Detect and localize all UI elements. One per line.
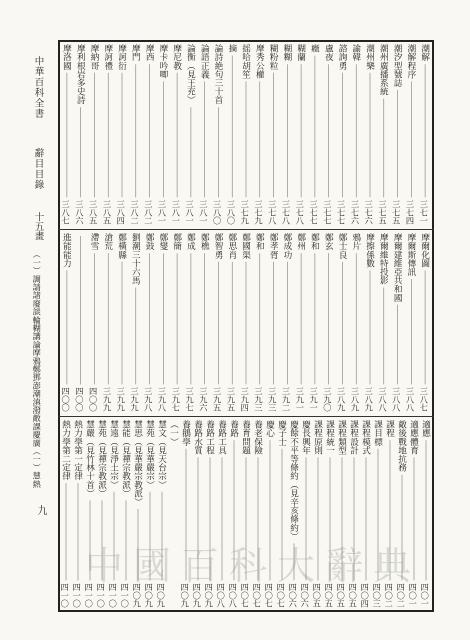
entry-page: 三九七 [185,387,196,412]
entry-title: 盧夜 [323,44,334,62]
entry-column [103,233,113,412]
entry-column [241,233,251,412]
entry-title: 課目標 [372,420,383,446]
entry-title: 鄭思肖 [226,233,237,259]
entry-page: 三九四 [240,387,251,412]
entry-title: 摩訶禮 [102,44,113,70]
entry-title: 摩訶衍 [116,44,127,70]
entry-title: 鄭鼓 [144,233,155,251]
entry-column [172,233,182,412]
entry-page: 四〇六 [300,583,311,608]
entry-page: 三八九 [350,387,361,412]
entry-page: 三七七 [336,200,347,225]
entry-title: 摩秀公權 [254,44,265,79]
entry-title: 劉潮三十六馬 [130,233,141,285]
entry-page: 三九三 [253,387,264,412]
entry-page: 三八二 [129,200,140,225]
entry-page: 四〇九 [180,583,191,608]
entry-column [324,233,334,412]
entry-title: 養老保險 [252,420,263,455]
entry-page: 四〇四 [360,583,371,608]
entry-column [227,44,237,225]
entry-page: 三八一 [198,200,209,225]
entry-title: 鄭國渠 [240,233,251,259]
entry-page: 三八六 [74,200,85,225]
entry-page: 四〇八 [228,583,239,608]
entry-page: 四〇九 [156,583,167,608]
entry-title: 糊粉粒 [268,44,279,70]
entry-column [282,233,292,412]
page-number: 九 [35,505,46,515]
entry-page: 四〇二 [396,583,407,608]
entry-title: 潮州樂 [364,44,375,70]
entry-title: 鄭士良 [337,233,348,259]
entry-column [131,44,141,225]
entry-column [227,233,237,412]
entry-column [379,44,389,225]
entry-column [145,44,155,225]
entry-page: 四一〇 [60,583,71,608]
entry-column [89,44,99,225]
entry-title: 進能能力 [61,233,72,268]
entry-title: 鄭孝胥 [268,233,279,259]
entry-title: 養路水質 [192,420,203,455]
entry-title: 鄭成 [185,233,196,251]
entry-column [76,44,86,225]
entry-title: 課程模式 [360,420,371,455]
entry-column [131,233,141,412]
entry-column [337,233,347,412]
entry-page: 三九〇 [322,387,333,412]
entry-title: 課程統一 [324,420,335,455]
entry-title: 潮汐型號誌 [392,44,403,87]
entry-page: 三九五 [212,387,223,412]
entry-column [255,233,265,412]
entry-column [406,44,416,225]
entry-page: 四〇七 [252,583,263,608]
entry-title: 慶長興年 [300,420,311,455]
entry-title: 慧能（見禪宗教派） [120,420,131,498]
entry-page: 三九七 [171,387,182,412]
entry-title: 摇哈胡笙 [240,44,251,79]
entry-column [103,44,113,225]
entry-page: 三七六 [364,200,375,225]
strokes-label: 十五畫 [32,212,44,241]
entry-column [379,233,389,412]
entry-title: 潮解程序 [405,44,416,79]
entry-page: 四〇八 [216,583,227,608]
entry-page: 三七五 [377,200,388,225]
entry-page: 三七七 [322,200,333,225]
entry-page: 三七七 [309,200,320,225]
entry-page: 四一〇 [96,583,107,608]
range-label: （一）調請諸廢談輪糊講論摩鴉鄭鄧澎潮滇潑敵課慶廣（一）慧熱 [32,250,43,488]
entry-title: 潮州廣播系統 [378,44,389,96]
entry-title: 慶餘不平等條約（見辛亥條約） [288,420,299,541]
entry-page: 三七八 [281,200,292,225]
entry-title: 論詩絶句三十首 [213,44,224,105]
entry-page: 三八一 [185,200,196,225]
entry-page: 四〇九 [144,583,155,608]
entry-page: 三八八 [377,387,388,412]
entry-column [117,233,127,412]
entry-title: 慧嚴（見竹林十首） [84,420,95,498]
entry-title: 摩擦係數 [364,233,375,268]
entry-page: 四〇九 [192,583,203,608]
entry-page: 四〇六 [288,583,299,608]
entry-title: 敵後戰地抗務 [396,420,407,472]
entry-title: 摩門 [130,44,141,62]
entry-column [255,44,265,225]
entry-column [186,233,196,412]
entry-column [269,233,279,412]
entry-column [269,44,279,225]
entry-title: 鄭橫縣 [116,233,127,259]
entry-page: 四〇〇 [74,387,85,412]
entry-title: 鄭州 [295,233,306,251]
entry-title: 慶子士 [276,420,287,446]
entry-page: 三七六 [350,200,361,225]
entry-title: 熱力學第一定律 [72,420,83,481]
entry-title: 摩爾斯傳訊 [405,233,416,276]
entry-page: 四一〇 [108,583,119,608]
entry-column [158,44,168,225]
entry-column [296,44,306,225]
entry-column [421,420,431,608]
entry-page: 三七八 [295,200,306,225]
entry-title: （一） [168,420,179,446]
entry-page: 四〇七 [276,583,287,608]
entry-page: 三八七 [61,200,72,225]
entry-title: 鄭燮 [157,233,168,251]
entry-title: 滄荒 [102,233,113,251]
entry-page: 四〇〇 [88,387,99,412]
entry-page: 三七八 [267,200,278,225]
entry-title: 鄭玄 [323,233,334,251]
entry-page: 四〇五 [348,583,359,608]
entry-page: 四〇九 [132,583,143,608]
entry-title: 鄭成功 [281,233,292,259]
entry-page: 三九三 [267,387,278,412]
entry-page: 三八一 [171,200,182,225]
entry-title: 養路 [228,420,239,438]
entry-page: 三九九 [102,387,113,412]
entry-column [365,233,375,412]
entry-page: 三八二 [143,200,154,225]
entry-page: 三八七 [419,387,430,412]
entry-title: 慧遠（見淨土宗） [108,420,119,489]
entry-title: 熱力學第二定律 [60,420,71,481]
entry-title: 養育問題 [240,420,251,455]
entry-page: 三八五 [102,200,113,225]
entry-title: 慶心 [264,420,275,438]
entry-page: 三九九 [116,387,127,412]
entry-page: 三七四 [405,200,416,225]
entry-page: 三九九 [129,387,140,412]
entry-page: 四〇一 [408,583,419,608]
entry-title: 摩納哥 [89,44,100,70]
entry-column [213,233,223,412]
entry-title: 摩利根岩多史詩 [75,44,86,105]
entry-title: 糊糊 [281,44,292,62]
entry-title: 鄭樵 [199,233,210,251]
entry-title: 適應體育 [408,420,419,455]
entry-title: 論語正義 [199,44,210,79]
entry-page: 三八八 [405,387,416,412]
entry-page: 三九六 [198,387,209,412]
entry-column [310,233,320,412]
entry-page: 三七一 [419,200,430,225]
entry-page: 四〇五 [336,583,347,608]
entry-page: 三九八 [143,387,154,412]
entry-title: 養路工程 [204,420,215,455]
entry-column [420,233,430,412]
entry-page: 三八〇 [212,200,223,225]
watermark: 中國百科大辭典 [85,544,422,588]
entry-column [351,233,361,412]
entry-column [337,44,347,225]
entry-page: 四〇三 [372,583,383,608]
entry-column [213,44,223,225]
entry-column [62,233,72,412]
publisher-label: 中華百科全書 [32,56,44,119]
entry-title: 慧苑（見華嚴宗） [144,420,155,489]
entry-title: 養鵝學 [180,420,191,446]
entry-title: 鄭智勇 [213,233,224,259]
entry-column [200,44,210,225]
entry-column [158,233,168,412]
entry-title: 諭韓 [350,44,361,62]
entry-title: 慧思（見華嚴宗教派） [132,420,143,506]
entry-column [351,44,361,225]
entry-title: 摩尼教 [171,44,182,70]
entry-title: 鄭和 [254,233,265,251]
entry-page: 四〇五 [312,583,323,608]
entry-page: 三七五 [391,200,402,225]
entry-title: 論衡（見王充） [185,44,196,105]
entry-column [393,44,403,225]
entry-page: 三九二 [281,387,292,412]
entry-title: 適應 [420,420,431,438]
entry-title: 滯雪 [89,233,100,251]
entry-title: 摩爾維特投影 [378,233,389,285]
entry-page: 三八一 [157,200,168,225]
entry-page: 三七九 [253,200,264,225]
entry-title: 鄭簡 [171,233,182,251]
entry-column [117,44,127,225]
entry-page: 四一〇 [72,583,83,608]
entry-page: 三八四 [116,200,127,225]
entry-title: 摩西 [144,44,155,62]
entry-column [76,233,86,412]
entry-page: 四〇七 [264,583,275,608]
section-label: 辭目目錄 [32,148,44,190]
entry-column [73,420,83,608]
entry-title: 摩卡吟唧 [157,44,168,79]
entry-page: 四〇二 [384,583,395,608]
entry-column [282,44,292,225]
entry-page: 四〇七 [240,583,251,608]
entry-title: 摘 [226,44,237,53]
entry-page: 三七九 [240,200,251,225]
entry-page: 三九一 [309,387,320,412]
entry-column [172,44,182,225]
entry-page: 三九八 [157,387,168,412]
entry-title: 鄭和 [309,233,320,251]
entry-title: 鴉片 [350,233,361,251]
entry-page: 三八八 [391,387,402,412]
entry-title: 養路工具 [216,420,227,455]
entry-page: 四〇一 [420,583,431,608]
entry-page: 四〇五 [324,583,335,608]
entry-column [62,44,72,225]
entry-page: 三九五 [226,387,237,412]
entry-title: 諮詢勇 [337,44,348,70]
entry-title: 潮解 [419,44,430,62]
entry-page: 三九一 [295,387,306,412]
entry-page: 四一〇 [84,583,95,608]
entry-page: 三八九 [364,387,375,412]
entry-column [200,233,210,412]
entry-title: 慧苑（見禪宗教派） [96,420,107,498]
entry-column [393,233,403,412]
entry-title: 癥 [309,44,320,53]
entry-page: 四〇九 [204,583,215,608]
entry-column [241,44,251,225]
entry-column [89,233,99,412]
entry-title: 摩洛國 [61,44,72,70]
entry-column [310,44,320,225]
entry-page: 三八〇 [226,200,237,225]
entry-column [145,233,155,412]
entry-column [365,44,375,225]
entry-column [186,44,196,225]
entry-column [296,233,306,412]
entry-page: 四〇〇 [61,387,72,412]
entry-title: 糊蘭 [295,44,306,62]
entry-title: 課程原則 [312,420,323,455]
entry-title: 摩爾化圖 [419,233,430,268]
entry-column [406,233,416,412]
entry-title: 摩爾建維亞共和國 [392,233,403,302]
entry-column [324,44,334,225]
entry-page: 四一〇 [120,583,131,608]
entry-page: 三八九 [336,387,347,412]
entry-title: 課程 [384,420,395,438]
entry-title: 課程設計 [348,420,359,455]
entry-column [61,420,71,608]
entry-title: 課程類型 [336,420,347,455]
entry-page: 三八五 [88,200,99,225]
entry-title: 慧文（見天台宗） [156,420,167,489]
entry-column [420,44,430,225]
